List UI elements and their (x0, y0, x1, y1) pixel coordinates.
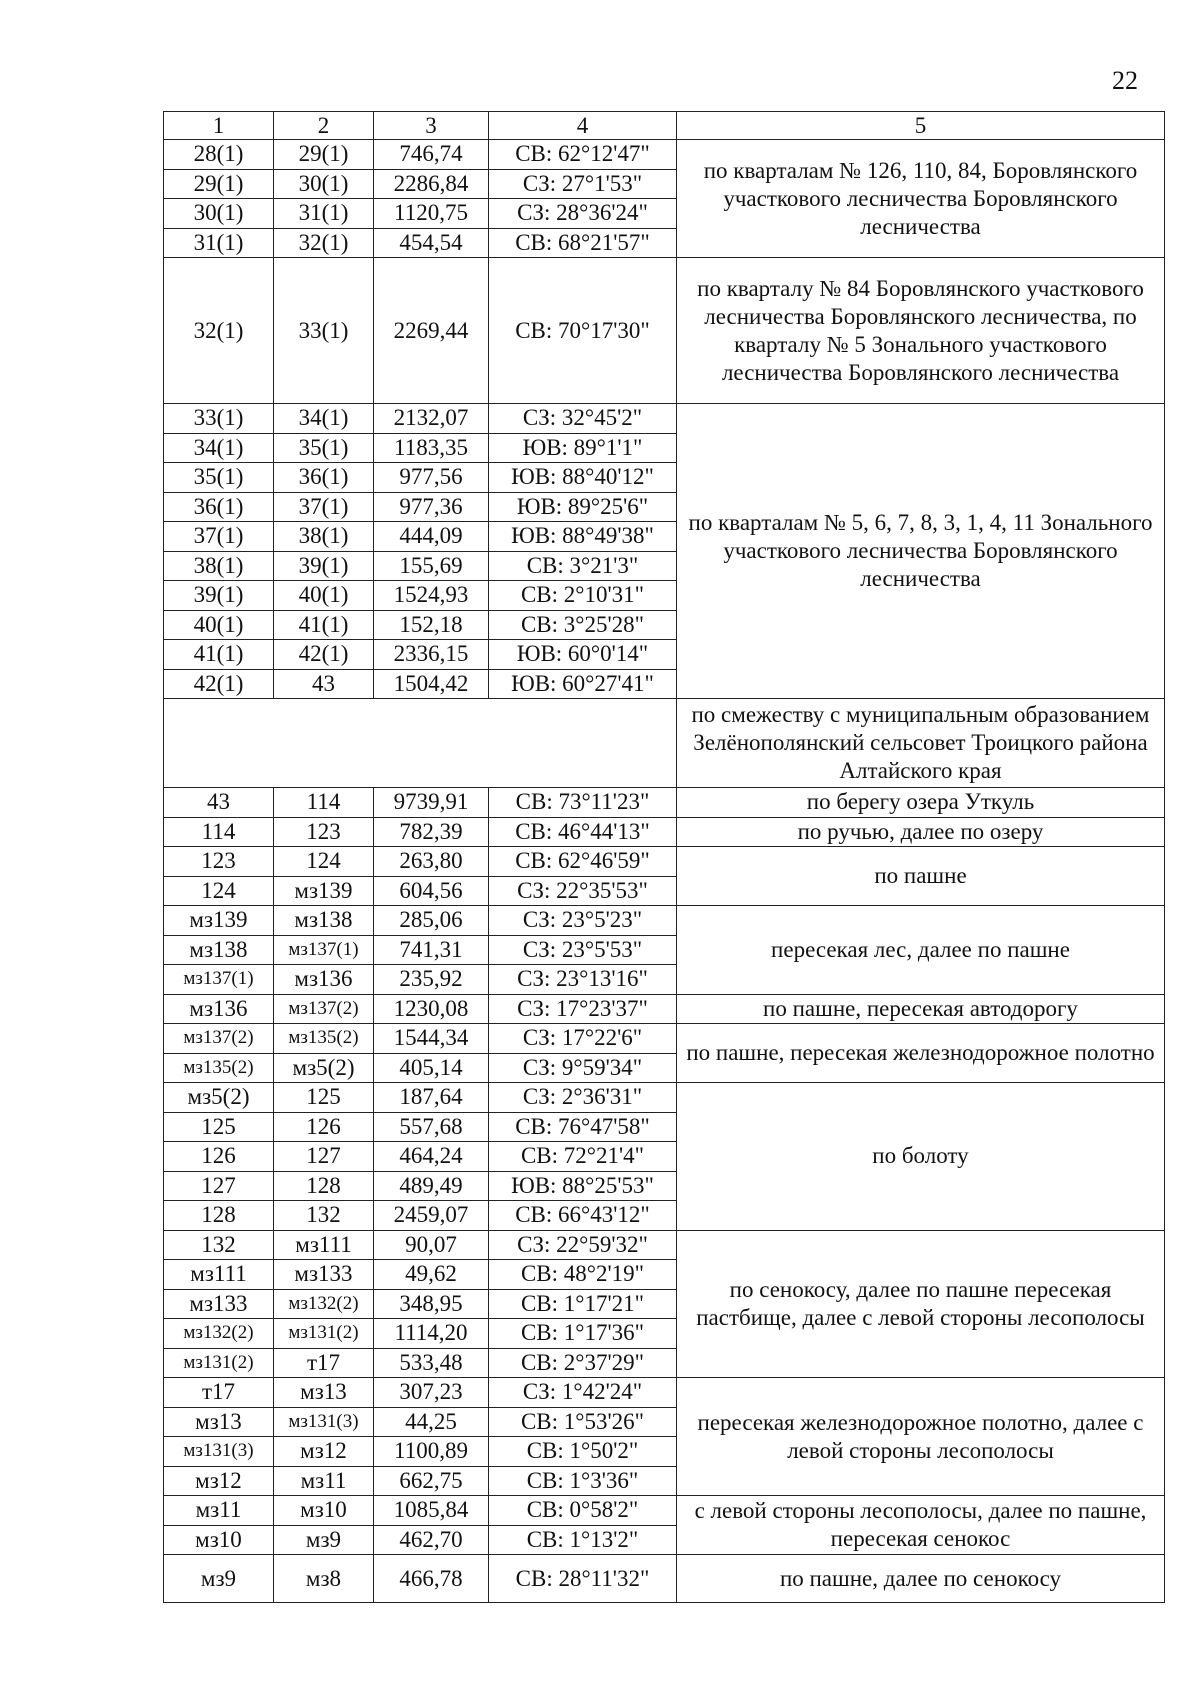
bearing: СВ: 3°25'28" (489, 610, 677, 640)
point-to: 31(1) (274, 199, 374, 229)
segment-description: по кварталам № 126, 110, 84, Боровлянского участкового лесничества Боровлянского лесничества (677, 140, 1165, 258)
bearing: ЮВ: 89°1'1" (489, 433, 677, 463)
bearing: СВ: 66°43'12" (489, 1201, 677, 1231)
point-from: 35(1) (164, 463, 274, 493)
table-row (164, 1083, 1165, 1113)
segment-length: 604,56 (374, 876, 489, 906)
bearing: ЮВ: 89°25'6" (489, 492, 677, 522)
bearing: ЮВ: 88°25'53" (489, 1171, 677, 1201)
point-to: 36(1) (274, 463, 374, 493)
segment-length: 1544,34 (374, 1024, 489, 1054)
point-to: 41(1) (274, 610, 374, 640)
bearing: СВ: 1°50'2" (489, 1437, 677, 1467)
bearing: СЗ: 28°36'24" (489, 199, 677, 229)
segment-length: 2459,07 (374, 1201, 489, 1231)
point-to: 39(1) (274, 551, 374, 581)
point-from: 123 (164, 847, 274, 877)
point-from: 39(1) (164, 581, 274, 611)
segment-description: с левой стороны лесополосы, далее по пашне, пересекая сенокос (677, 1496, 1165, 1555)
segment-description: по смежеству с муниципальным образованием Зелёнополянский сельсовет Троицкого района Алтайского края (677, 699, 1165, 788)
table-row (164, 788, 1165, 818)
point-to: 114 (274, 788, 374, 818)
bearing: СВ: 70°17'30" (489, 258, 677, 404)
bearing: ЮВ: 88°49'38" (489, 522, 677, 552)
bearing: ЮВ: 60°27'41" (489, 669, 677, 699)
segment-length: 2336,15 (374, 640, 489, 670)
segment-length: 1183,35 (374, 433, 489, 463)
bearing: ЮВ: 60°0'14" (489, 640, 677, 670)
bearing: СВ: 2°37'29" (489, 1348, 677, 1378)
point-to: 33(1) (274, 258, 374, 404)
point-to: мз11 (274, 1466, 374, 1496)
segment-length: 1230,08 (374, 994, 489, 1024)
segment-length: 155,69 (374, 551, 489, 581)
point-to: мз132(2) (274, 1289, 374, 1319)
point-to: 125 (274, 1083, 374, 1113)
page-number: 22 (1112, 66, 1138, 95)
point-from: мз138 (164, 935, 274, 965)
point-to: 38(1) (274, 522, 374, 552)
segment-length: 2269,44 (374, 258, 489, 404)
point-to: мз111 (274, 1230, 374, 1260)
point-from: т17 (164, 1378, 274, 1408)
segment-length: 405,14 (374, 1053, 489, 1083)
point-from: 114 (164, 817, 274, 847)
point-to: мз5(2) (274, 1053, 374, 1083)
segment-length: 263,80 (374, 847, 489, 877)
point-from: 128 (164, 1201, 274, 1231)
bearing: СЗ: 22°59'32" (489, 1230, 677, 1260)
table-row (164, 1555, 1165, 1603)
segment-length: 235,92 (374, 965, 489, 995)
bearing: СЗ: 1°42'24" (489, 1378, 677, 1408)
segment-length: 2132,07 (374, 404, 489, 434)
point-from: 38(1) (164, 551, 274, 581)
segment-description: по кварталу № 84 Боровлянского участкового лесничества Боровлянского лесничества, по кварталу № 5 Зонального участкового лесничества Боровлянского лесничества (677, 258, 1165, 404)
point-to: 29(1) (274, 140, 374, 170)
segment-length: 152,18 (374, 610, 489, 640)
point-to: мз138 (274, 906, 374, 936)
bearing: СЗ: 23°13'16" (489, 965, 677, 995)
segment-length: 307,23 (374, 1378, 489, 1408)
bearing: СВ: 46°44'13" (489, 817, 677, 847)
bearing: СЗ: 32°45'2" (489, 404, 677, 434)
point-from: мз137(2) (164, 1024, 274, 1054)
segment-length: 44,25 (374, 1407, 489, 1437)
point-to: мз12 (274, 1437, 374, 1467)
point-to: т17 (274, 1348, 374, 1378)
segment-length: 746,74 (374, 140, 489, 170)
point-from: 40(1) (164, 610, 274, 640)
point-to: 32(1) (274, 228, 374, 258)
segment-length: 489,49 (374, 1171, 489, 1201)
point-from: мз9 (164, 1555, 274, 1603)
bearing: СВ: 1°3'36" (489, 1466, 677, 1496)
point-from: 132 (164, 1230, 274, 1260)
point-from: мз139 (164, 906, 274, 936)
point-from: мз133 (164, 1289, 274, 1319)
point-from: 41(1) (164, 640, 274, 670)
bearing: СВ: 3°21'3" (489, 551, 677, 581)
point-from: мз131(3) (164, 1437, 274, 1467)
segment-description: по сенокосу, далее по пашне пересекая пастбище, далее с левой стороны лесополосы (677, 1230, 1165, 1378)
segment-description: по пашне, пересекая автодорогу (677, 994, 1165, 1024)
segment-length: 557,68 (374, 1112, 489, 1142)
segment-length: 464,24 (374, 1142, 489, 1172)
point-from: мз137(1) (164, 965, 274, 995)
segment-length: 2286,84 (374, 169, 489, 199)
bearing: СВ: 62°46'59" (489, 847, 677, 877)
point-to: 35(1) (274, 433, 374, 463)
bearing: СВ: 72°21'4" (489, 1142, 677, 1172)
point-from: 42(1) (164, 669, 274, 699)
table-row (164, 817, 1165, 847)
point-to: мз133 (274, 1260, 374, 1290)
segment-length: 1524,93 (374, 581, 489, 611)
point-from: 32(1) (164, 258, 274, 404)
segment-description: по берегу озера Уткуль (677, 788, 1165, 818)
point-to: 42(1) (274, 640, 374, 670)
point-from: мз5(2) (164, 1083, 274, 1113)
point-from: 124 (164, 876, 274, 906)
point-to: 128 (274, 1171, 374, 1201)
segment-length: 187,64 (374, 1083, 489, 1113)
point-to: мз136 (274, 965, 374, 995)
bearing: СЗ: 23°5'23" (489, 906, 677, 936)
point-from: 29(1) (164, 169, 274, 199)
point-from: мз13 (164, 1407, 274, 1437)
segment-length: 741,31 (374, 935, 489, 965)
point-to: мз139 (274, 876, 374, 906)
point-from: 126 (164, 1142, 274, 1172)
segment-description: по пашне, пересекая железнодорожное полотно (677, 1024, 1165, 1083)
point-from: 30(1) (164, 199, 274, 229)
table-row (164, 140, 1165, 170)
table-row (164, 994, 1165, 1024)
segment-length: 1085,84 (374, 1496, 489, 1526)
point-from: 34(1) (164, 433, 274, 463)
point-to: мз131(2) (274, 1319, 374, 1349)
column-header: 5 (677, 112, 1165, 140)
segment-length: 1120,75 (374, 199, 489, 229)
segment-length: 462,70 (374, 1525, 489, 1555)
bearing: СВ: 76°47'58" (489, 1112, 677, 1142)
bearing: СЗ: 17°22'6" (489, 1024, 677, 1054)
table-row (164, 847, 1165, 877)
table-row (164, 1378, 1165, 1408)
bearing: СВ: 28°11'32" (489, 1555, 677, 1603)
segment-length: 1504,42 (374, 669, 489, 699)
point-to: 43 (274, 669, 374, 699)
column-header: 4 (489, 112, 677, 140)
bearing: СЗ: 2°36'31" (489, 1083, 677, 1113)
point-to: мз137(1) (274, 935, 374, 965)
table-row (164, 1230, 1165, 1260)
segment-length: 348,95 (374, 1289, 489, 1319)
segment-description: по пашне, далее по сенокосу (677, 1555, 1165, 1603)
point-from: мз131(2) (164, 1348, 274, 1378)
bearing: СВ: 62°12'47" (489, 140, 677, 170)
segment-length: 662,75 (374, 1466, 489, 1496)
point-from: 43 (164, 788, 274, 818)
segment-description: пересекая железнодорожное полотно, далее с левой стороны лесополосы (677, 1378, 1165, 1496)
table-row (164, 258, 1165, 404)
segment-length: 454,54 (374, 228, 489, 258)
segment-description: по пашне (677, 847, 1165, 906)
point-from: 31(1) (164, 228, 274, 258)
table-row (164, 1496, 1165, 1526)
bearing: СВ: 73°11'23" (489, 788, 677, 818)
segment-length: 782,39 (374, 817, 489, 847)
point-from: мз10 (164, 1525, 274, 1555)
segment-length: 466,78 (374, 1555, 489, 1603)
point-to: 127 (274, 1142, 374, 1172)
segment-length: 285,06 (374, 906, 489, 936)
point-to: мз135(2) (274, 1024, 374, 1054)
point-from: 125 (164, 1112, 274, 1142)
bearing: СЗ: 9°59'34" (489, 1053, 677, 1083)
point-to: 126 (274, 1112, 374, 1142)
bearing: СЗ: 23°5'53" (489, 935, 677, 965)
table-row (164, 1024, 1165, 1054)
bearing: СВ: 1°17'21" (489, 1289, 677, 1319)
bearing: СВ: 0°58'2" (489, 1496, 677, 1526)
point-to: 124 (274, 847, 374, 877)
point-to: мз13 (274, 1378, 374, 1408)
segment-length: 9739,91 (374, 788, 489, 818)
table-row (164, 404, 1165, 434)
segment-length: 1114,20 (374, 1319, 489, 1349)
bearing: СВ: 48°2'19" (489, 1260, 677, 1290)
header-row (164, 112, 1165, 140)
empty-cell (164, 699, 677, 788)
segment-length: 533,48 (374, 1348, 489, 1378)
segment-description: по кварталам № 5, 6, 7, 8, 3, 1, 4, 11 Зонального участкового лесничества Боровлянского лесничества (677, 404, 1165, 699)
point-to: мз137(2) (274, 994, 374, 1024)
bearing: СВ: 1°53'26" (489, 1407, 677, 1437)
point-from: 33(1) (164, 404, 274, 434)
point-from: мз111 (164, 1260, 274, 1290)
bearing: СЗ: 27°1'53" (489, 169, 677, 199)
segment-description: пересекая лес, далее по пашне (677, 906, 1165, 995)
segment-length: 977,36 (374, 492, 489, 522)
point-to: 30(1) (274, 169, 374, 199)
segment-length: 49,62 (374, 1260, 489, 1290)
point-to: мз9 (274, 1525, 374, 1555)
segment-description: по болоту (677, 1083, 1165, 1231)
bearing: ЮВ: 88°40'12" (489, 463, 677, 493)
point-to: мз10 (274, 1496, 374, 1526)
bearing: СЗ: 22°35'53" (489, 876, 677, 906)
segment-length: 90,07 (374, 1230, 489, 1260)
point-from: 28(1) (164, 140, 274, 170)
point-from: мз132(2) (164, 1319, 274, 1349)
bearing: СВ: 1°17'36" (489, 1319, 677, 1349)
segment-description: по ручью, далее по озеру (677, 817, 1165, 847)
column-header: 2 (274, 112, 374, 140)
column-header: 3 (374, 112, 489, 140)
point-to: 37(1) (274, 492, 374, 522)
point-from: мз136 (164, 994, 274, 1024)
point-to: мз8 (274, 1555, 374, 1603)
bearing: СЗ: 17°23'37" (489, 994, 677, 1024)
boundary-table (163, 111, 1165, 1603)
point-to: 132 (274, 1201, 374, 1231)
column-header: 1 (164, 112, 274, 140)
point-from: 37(1) (164, 522, 274, 552)
separator-row (164, 699, 1165, 788)
table-row (164, 906, 1165, 936)
point-to: мз131(3) (274, 1407, 374, 1437)
point-to: 40(1) (274, 581, 374, 611)
point-from: 127 (164, 1171, 274, 1201)
segment-length: 1100,89 (374, 1437, 489, 1467)
point-to: 34(1) (274, 404, 374, 434)
point-from: мз11 (164, 1496, 274, 1526)
segment-length: 977,56 (374, 463, 489, 493)
point-from: 36(1) (164, 492, 274, 522)
segment-length: 444,09 (374, 522, 489, 552)
bearing: СВ: 2°10'31" (489, 581, 677, 611)
bearing: СВ: 68°21'57" (489, 228, 677, 258)
point-from: мз12 (164, 1466, 274, 1496)
point-from: мз135(2) (164, 1053, 274, 1083)
point-to: 123 (274, 817, 374, 847)
bearing: СВ: 1°13'2" (489, 1525, 677, 1555)
